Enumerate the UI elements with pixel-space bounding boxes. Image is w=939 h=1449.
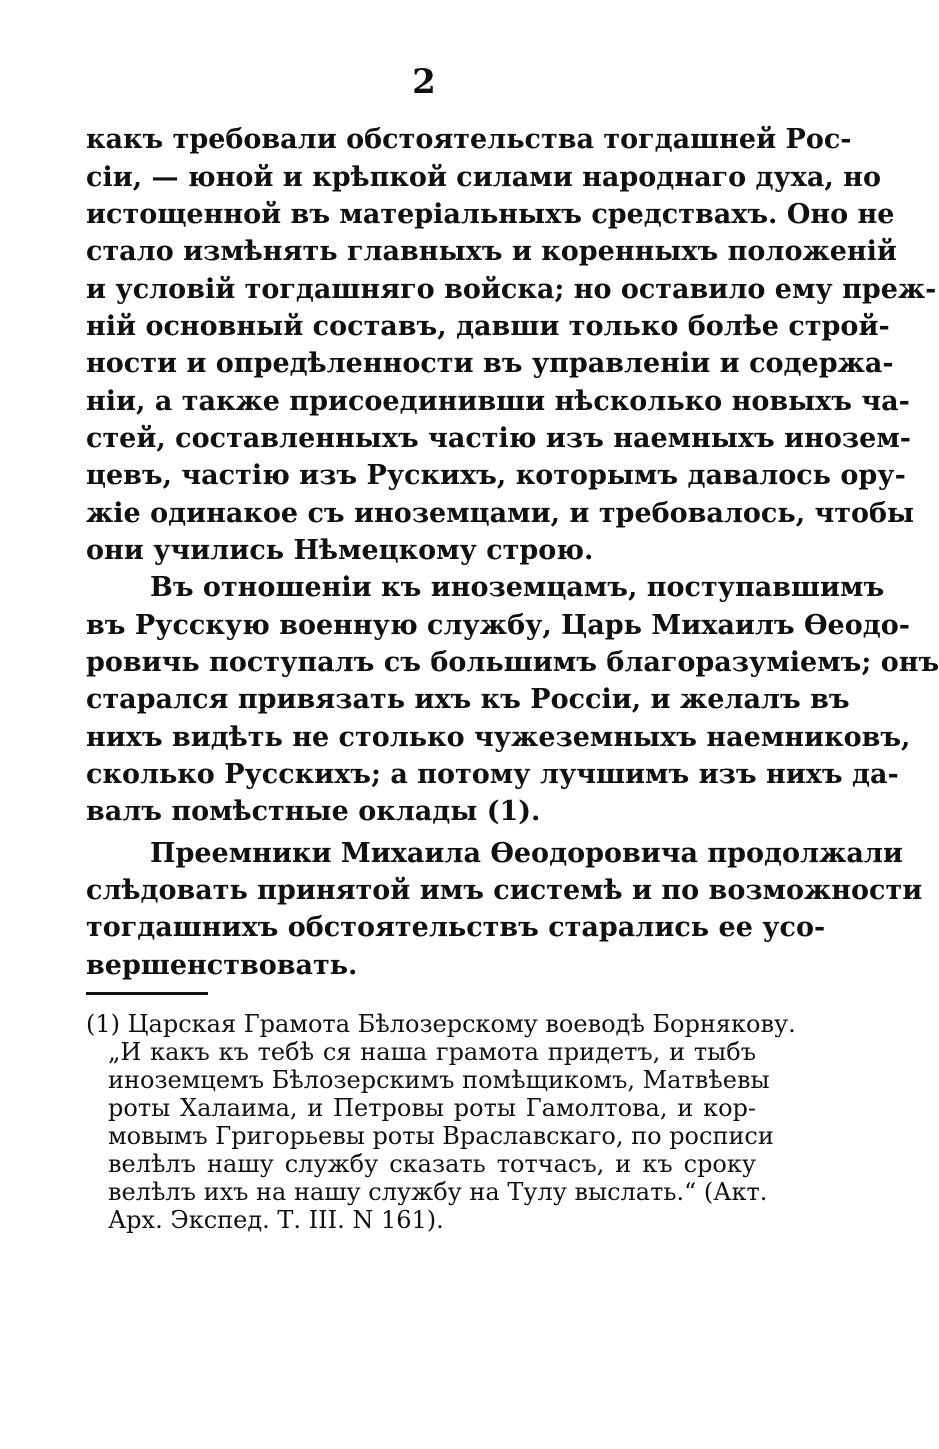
footnote-line: иноземцемъ Бѣлозерскимъ помѣщикомъ, Матвѣевы bbox=[108, 1066, 770, 1094]
paragraph-1-line: ности и опредѣленности въ управленіи и содержа- bbox=[86, 348, 894, 379]
paragraph-2-line: сколько Русскихъ; а потому лучшимъ изъ нихъ да- bbox=[86, 759, 899, 790]
paragraph-1-line: цевъ, частію изъ Рускихъ, которымъ давалось ору- bbox=[86, 460, 906, 491]
page-number: 2 bbox=[412, 62, 436, 102]
footnote-line: (1) Царская Грамота Бѣлозерскому воеводѣ Борнякову. bbox=[86, 1010, 796, 1038]
footnote-line: „И какъ къ тебѣ ся наша грамота придетъ, и тыбъ bbox=[108, 1038, 756, 1066]
paragraph-1-line: жіе одинакое съ иноземцами, и требовалось, чтобы bbox=[86, 498, 915, 529]
paragraph-2-line: Въ отношеніи къ иноземцамъ, поступавшимъ bbox=[150, 572, 885, 603]
paragraph-1-line: и условій тогдашняго войска; но оставило ему преж- bbox=[86, 274, 937, 305]
footnote-line: Арх. Экспед. Т. III. N 161). bbox=[108, 1206, 444, 1234]
paragraph-1-line: стей, составленныхъ частію изъ наемныхъ инозем- bbox=[86, 423, 911, 454]
paragraph-2-line: нихъ видѣть не столько чужеземныхъ наемниковъ, bbox=[86, 722, 911, 753]
paragraph-2-line: въ Русскую военную службу, Царь Михаилъ Ѳеодо- bbox=[86, 610, 910, 641]
paragraph-1-line: сіи, — юной и крѣпкой силами народнаго духа, но bbox=[86, 162, 881, 193]
paragraph-1-line: они учились Нѣмецкому строю. bbox=[86, 535, 594, 566]
paragraph-3-line: слѣдовать принятой имъ системѣ и по возможности bbox=[86, 875, 923, 906]
paragraph-1-line: какъ требовали обстоятельства тогдашней Рос- bbox=[86, 124, 852, 155]
paragraph-1-line: истощенной въ матеріальныхъ средствахъ. Оно не bbox=[86, 199, 895, 230]
footnote-line: роты Халаима, и Петровы роты Гамолтова, и кор- bbox=[108, 1094, 756, 1122]
paragraph-2-line: старался привязать ихъ къ Россіи, и желалъ въ bbox=[86, 684, 850, 715]
footnote-line: мовымъ Григорьевы роты Враславскаго, по росписи bbox=[108, 1122, 774, 1150]
footnote-line: велѣлъ ихъ на нашу службу на Тулу выслать.“ (Акт. bbox=[108, 1178, 768, 1206]
paragraph-3-line: тогдашнихъ обстоятельствъ старались ее усо- bbox=[86, 912, 826, 943]
footnote-line: велѣлъ нашу службу сказать тотчасъ, и къ сроку bbox=[108, 1150, 756, 1178]
footnote-separator bbox=[86, 992, 208, 995]
paragraph-2-line: валъ помѣстные оклады (1). bbox=[86, 796, 541, 827]
paragraph-1-line: ніи, а также присоединивши нѣсколько новыхъ ча- bbox=[86, 386, 910, 417]
paragraph-3-line: Преемники Михаила Ѳеодоровича продолжали bbox=[150, 838, 903, 869]
paragraph-2-line: ровичь поступалъ съ большимъ благоразуміемъ; онъ bbox=[86, 647, 939, 678]
paragraph-3-line: вершенствовать. bbox=[86, 950, 358, 981]
paragraph-1-line: ній основный составъ, давши только болѣе строй- bbox=[86, 311, 890, 342]
paragraph-1-line: стало измѣнять главныхъ и коренныхъ положеній bbox=[86, 236, 897, 267]
